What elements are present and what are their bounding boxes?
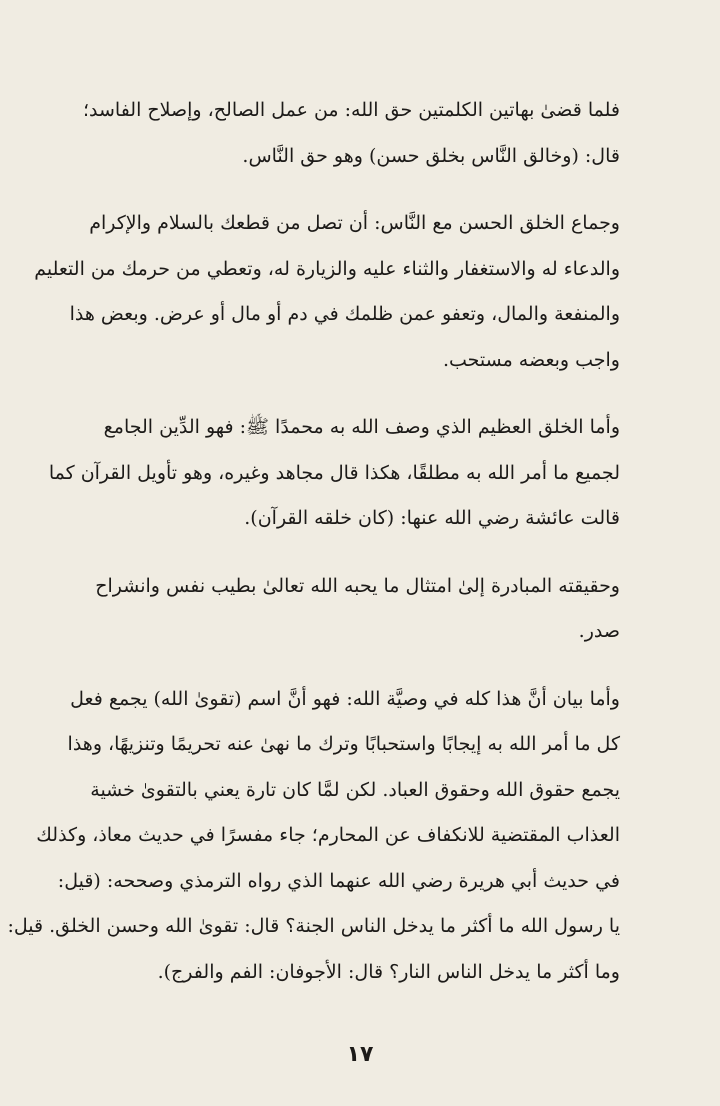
text-line: والدعاء له والاستغفار والثناء عليه والزيارة له، وتعطي من حرمك من التعليم	[34, 257, 620, 280]
text-line: وأما بيان أنَّ هذا كله في وصيَّة الله: فهو أنَّ اسم (تقوىٰ الله) يجمع فعل	[70, 687, 620, 710]
paragraph	[82, 88, 620, 179]
text-line: واجب وبعضه مستحب.	[442, 348, 620, 371]
text-line: وما أكثر ما يدخل الناس النار؟ قال: الأجوفان: الفم والفرج).	[157, 960, 620, 983]
paragraph	[96, 564, 620, 655]
text-line: وجماع الخلق الحسن مع النَّاس: أن تصل من قطعك بالسلام والإكرام	[89, 212, 620, 234]
text-line: وأما الخلق العظيم الذي وصف الله به محمدًا ﷺ: فهو الدِّين الجامع	[103, 416, 620, 438]
text-line: لجميع ما أمر الله به مطلقًا، هكذا قال مجاهد وغيره، وهو تأويل القرآن كما	[48, 461, 620, 484]
text-line: قال: (وخالق النَّاس بخلق حسن) وهو حق النَّاس.	[242, 144, 620, 167]
text-line: في حديث أبي هريرة رضي الله عنهما الذي رواه الترمذي وصححه: (قيل:	[57, 869, 620, 892]
paragraph	[48, 405, 620, 542]
text-line: فلما قضىٰ بهاتين الكلمتين حق الله: من عمل الصالح، وإصلاح الفاسد؛	[82, 99, 620, 121]
text-line: كل ما أمر الله به إيجابًا واستحبابًا وترك ما نهىٰ عنه تحريمًا وتنزيهًا، وهذا	[67, 733, 620, 755]
page-number: ١٧	[346, 1042, 374, 1067]
text-line: يا رسول الله ما أكثر ما يدخل الناس الجنة؟ قال: تقوىٰ الله وحسن الخلق. قيل:	[7, 915, 620, 937]
text-line: صدر.	[578, 620, 620, 642]
text-line: والمنفعة والمال، وتعفو عمن ظلمك في دم أو مال أو عرض. وبعض هذا	[69, 303, 620, 325]
text-line: يجمع حقوق الله وحقوق العباد. لكن لمَّا كان تارة يعني بالتقوىٰ خشية	[90, 778, 620, 801]
text-line: وحقيقته المبادرة إلىٰ امتثال ما يحبه الله تعالىٰ بطيب نفس وانشراح	[95, 574, 620, 597]
paragraph	[34, 201, 620, 383]
paragraph	[7, 677, 620, 996]
text-line: العذاب المقتضية للانكفاف عن المحارم؛ جاء مفسرًا في حديث معاذ، وكذلك	[36, 824, 620, 846]
page-body	[7, 88, 620, 1017]
text-line: قالت عائشة رضي الله عنها: (كان خلقه القرآن).	[244, 507, 620, 529]
